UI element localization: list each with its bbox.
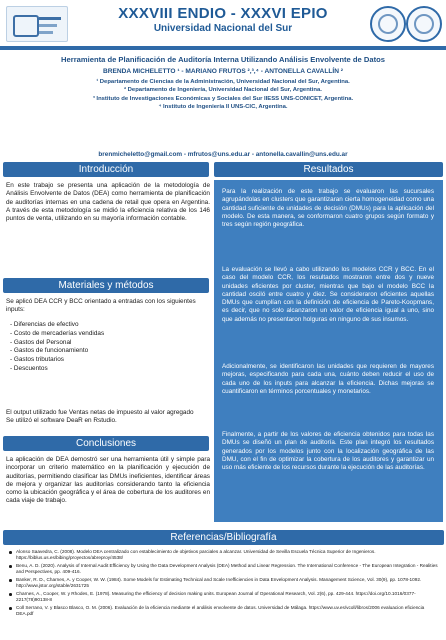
introduction-text: En este trabajo se presenta una aplicación de la metodología de Análisis Envolvente de Datos (DEA) como herramienta de planificación de auditorías internas en una cadena de retail que opera en Argentina. A través de esta metodología se midió la eficiencia relativa de los 146 puntos de venta, utilizando en su mayoría información contable. <box>6 182 210 223</box>
poster-header <box>0 0 446 46</box>
inputs-list <box>10 321 210 374</box>
author-emails: brenmicheletto@gmail.com - mfrutos@uns.edu.ar - antonella.cavallin@uns.edu.ar <box>98 151 348 158</box>
methods-output: El output utilizado fue Ventas netas de impuesto al valor agregado <box>6 409 194 416</box>
methods-output-block <box>6 409 210 426</box>
affiliation: ³ Instituto de Investigaciones Económicas y Sociales del Sur IIESS UNS-CONICET, Argentina. <box>92 95 354 102</box>
university-seal-icon <box>406 6 442 42</box>
results-heading: Resultados <box>214 162 443 177</box>
affiliation: ¹ Departamento de Ciencias de la Administración, Universidad Nacional del Sur, Argentina. <box>96 79 350 85</box>
results-panel <box>214 180 443 522</box>
references-list <box>16 549 442 619</box>
results-paragraph: Para la realización de este trabajo se evaluaron las sucursales agrupándolas en clusters que garantizaran cierta homogeneidad como una cantidad suficiente de unidades de decisión (DMUs) para la aplicación del modelo. De esta manera, se conformaron cuatro grupos según formato y tres según región geográfica. <box>222 188 434 229</box>
reference-item: Benu, A. D. (2020). Analysis of Internal Audit Efficiency by Using the Data Development Analysis (DEA) Method and Linear Regression. The International Conference - The European Integration - Realities and Perspectives, pp. 409-416. <box>16 563 442 575</box>
list-item: - Gastos de funcionamiento <box>10 347 210 356</box>
results-paragraph: Adicionalmente, se identificaron las unidades que requieren de mayores mejoras, especificando para cada una, cuánto deben reducir el uso de cada uno de los inputs para alcanzar la eficiencia. Dichas mejoras se cuantificaron en términos porcentuales y monetarios. <box>222 363 434 395</box>
results-paragraph: Finalmente, a partir de los valores de eficiencia obtenidos para todas las DMUs se diseñó un plan de auditoría. Este plan integró los resultados generados por los modelos junto con la localización geográfica de las DMU, con el fin de optimizar la cobertura de los auditores y garantizar un uso más eficiente de los recursos durante la ejecución de las auditorías. <box>222 431 434 472</box>
conclusions-text: La aplicación de DEA demostró ser una herramienta útil y simple para incorporar un criterio matemático en la planificación y ejecución de auditorías, permitiendo clasificar las DMUs ineficientes, identificar áreas de mejora y organizar las auditorías considerando tanto la eficiencia como la ubicación geográfica y el área de cobertura de los auditores en cada viaje de trabajo. <box>6 456 210 505</box>
reference-item: Banker, R. D., Charnes, A. y Cooper, W. W. (1984). Some Models for Estimating Technical and Scale Inefficiencies in Data Envelopment Analysis. Management Science, Vol. 30(9), pp. 1078-1092. http://www.jstor.org/stable/2631725 <box>16 577 442 589</box>
university-name: Universidad Nacional del Sur <box>153 23 293 34</box>
affiliation-list <box>0 78 446 112</box>
affiliation: ² Departamento de Ingeniería, Universidad Nacional del Sur, Argentina. <box>124 87 322 94</box>
paper-title: Herramienta de Planificación de Auditoría Interna Utilizando Análisis Envolvente de Datos <box>61 55 385 64</box>
methods-software: Se utilizó el software DeaR en Rstudio. <box>6 417 117 425</box>
references-heading: Referencias/Bibliografía <box>3 530 444 545</box>
results-paragraph: La evaluación se llevó a cabo utilizando los modelos CCR y BCC. En el caso del modelo CCR, los resultados mostraron entre dos y nueve unidades eficientes por cluster, mientras que bajo el modelo BCC la cantidad osciló entre cuatro y diez. Se consideraron eficientes aquellas DMUs que cumplían con la definición de eficiencia de Pareto-Koopmans, es decir, que no solo alcanzaron un valor de eficiencia igual a uno, sino que además no presentaron holguras en ninguno de sus insumos. <box>222 266 434 323</box>
list-item: - Gastos tributarios <box>10 356 210 365</box>
conclusions-heading: Conclusiones <box>3 436 209 451</box>
introduction-heading: Introducción <box>3 162 209 177</box>
methods-intro: Se aplicó DEA CCR y BCC orientado a entradas con los siguientes inputs: <box>6 298 196 314</box>
list-item: - Gastos del Personal <box>10 339 210 348</box>
paper-title-block <box>0 55 446 112</box>
author-list: BRENDA MICHELETTO ¹ - MARIANO FRUTOS ²,³,⁴ - ANTONELLA CAVALLÍN ² <box>102 68 343 75</box>
header-divider <box>0 46 446 50</box>
list-item: - Diferencias de efectivo <box>10 321 210 330</box>
conference-title: XXXVIII ENDIO - XXXVI EPIO <box>118 5 328 22</box>
reference-item: Alonso Saavedra, C. (2008). Modelo DEA centralizado con establecimiento de objetivos parciales a alcanzar. Universidad de Sevilla Escuela Técnica Superior de Ingenieros. https://biblus.us.es/bibing/proyectos/abreproy/4538/ <box>16 549 442 561</box>
affiliation: ⁴ Instituto de Ingeniería II UNS-CIC, Argentina. <box>158 104 288 111</box>
reference-item: Coll Serrano, V. y Blasco Blasco, O. M. (2006). Evaluación de la eficiencia mediante el análisis envolvente de datos. Universidad de Málaga. https://www.uv.es/vcoll/libros/2006 evaluacion eficiencia DEA.pdf <box>16 605 442 617</box>
list-item: - Costo de mercaderías vendidas <box>10 330 210 339</box>
university-seal-icon <box>370 6 406 42</box>
methods-heading: Materiales y métodos <box>3 278 209 293</box>
list-item: - Descuentos <box>10 365 210 374</box>
reference-item: Charnes, A., Cooper, W. y Rhodes, E. (1978). Measuring the efficiency of decision making units. European Journal of Operational Research, Vol. 2(6), pp. 429-444. https://doi.org/10.1016/0377-2217(78)90138-8 <box>16 591 442 603</box>
